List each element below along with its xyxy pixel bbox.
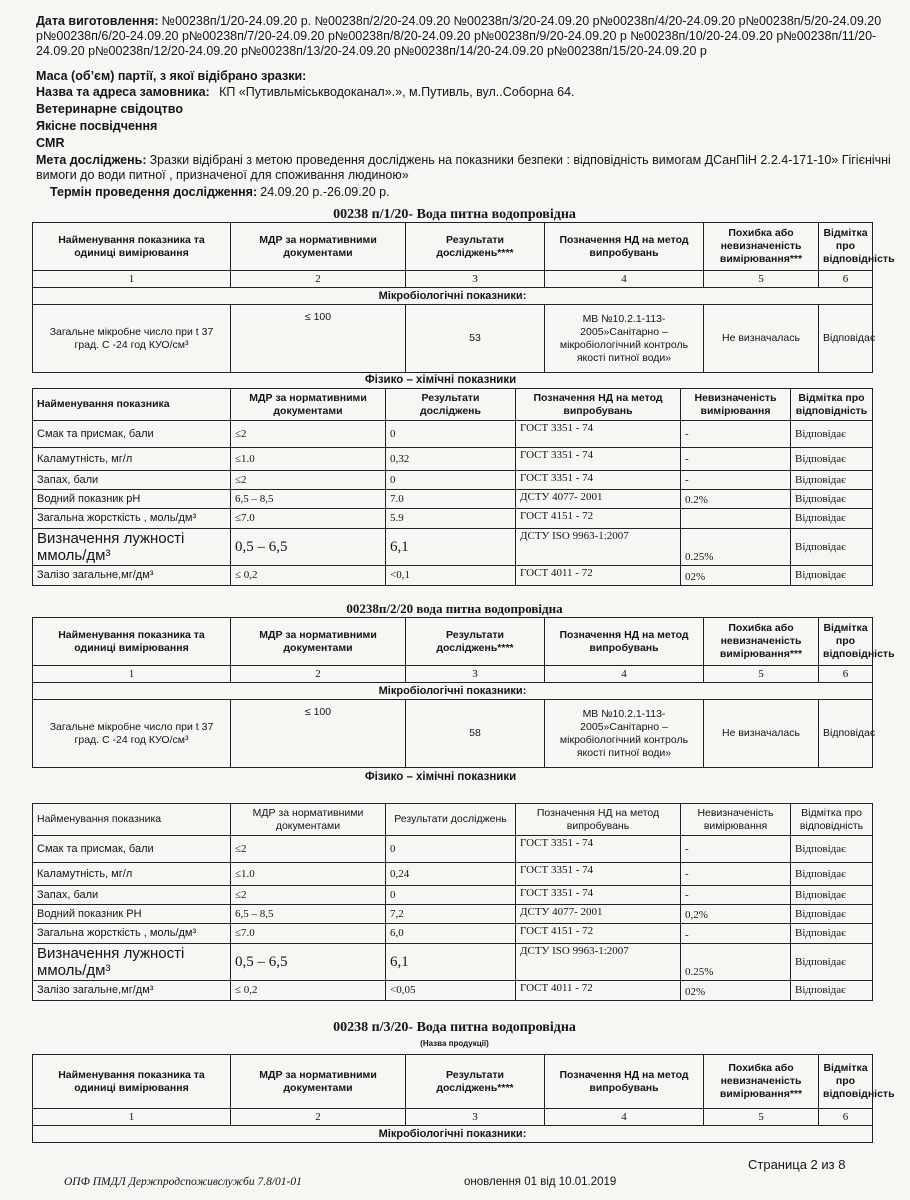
cell-result: 6,0 <box>386 924 516 944</box>
quality-certificate-label: Якісне посвідчення <box>36 119 158 133</box>
cell-result: 6,1 <box>386 944 516 981</box>
col-name: Найменування показника <box>33 389 231 421</box>
cell-name: Визначення лужності ммоль/дм³ <box>33 944 231 981</box>
cell-mdr: ≤7.0 <box>231 509 386 529</box>
table-row <box>33 886 873 905</box>
cell-name: Водний показник pH <box>33 490 231 509</box>
cell-result: <0,1 <box>386 566 516 586</box>
col-num: 2 <box>231 1109 406 1126</box>
cell-uncertainty: - <box>681 924 791 944</box>
cell-name: Загальне мікробне число при t 37 град. С -24 год КУО/см³ <box>33 700 231 768</box>
micro-subheader: Мікробіологічні показники: <box>33 683 873 700</box>
cell-error: Не визначалась <box>704 700 819 768</box>
table-header-row <box>33 804 873 836</box>
table-row <box>33 421 873 448</box>
page-number: Страница 2 из 8 <box>748 1157 846 1172</box>
cell-uncertainty: 0.25% <box>681 529 791 566</box>
micro-table <box>32 1054 895 1143</box>
col-mdr: МДР за нормативними документами <box>231 1055 406 1109</box>
physchem-title: Фізико – хімічні показники <box>364 374 517 386</box>
cell-name: Залізо загальне,мг/дм³ <box>33 566 231 586</box>
col-results: Результати досліджень**** <box>406 1055 545 1109</box>
cell-nd: ГОСТ 3351 - 74 <box>516 836 681 863</box>
cell-nd: ГОСТ 3351 - 74 <box>516 471 681 490</box>
cell-name: Каламутність, мг/л <box>33 448 231 471</box>
cell-uncertainty: 02% <box>681 566 791 586</box>
cell-name: Смак та присмак, бали <box>33 836 231 863</box>
col-num: 2 <box>231 666 406 683</box>
cell-nd: ГОСТ 3351 - 74 <box>516 886 681 905</box>
cell-nd: ГОСТ 4011 - 72 <box>516 981 681 1001</box>
cell-compliance: Відповідає <box>819 305 873 373</box>
col-num: 1 <box>33 666 231 683</box>
cell-nd: ДСТУ ISO 9963-1:2007 <box>516 944 681 981</box>
cell-mdr: ≤2 <box>231 886 386 905</box>
col-uncertainty: Невизначеність вимірювання <box>681 804 791 836</box>
col-mdr: МДР за нормативними документами <box>231 389 386 421</box>
cell-uncertainty: 02% <box>681 981 791 1001</box>
research-term-label: Термін проведення дослідження: <box>50 185 258 199</box>
table-header-row <box>33 389 873 421</box>
purpose-value: Зразки відібрані з метою проведення досліджень на показники безпеки : відповідність вимогам ДСанПіН 2.2.4-171-10» Гігієнічні вимоги до води питної , призначеної для споживання людиною» <box>36 153 891 182</box>
cell-result: 0 <box>386 471 516 490</box>
col-num: 5 <box>704 666 819 683</box>
cell-mdr: ≤ 100 <box>231 305 406 373</box>
cell-mdr: ≤1.0 <box>231 863 386 886</box>
cell-nd: ГОСТ 4151 - 72 <box>516 924 681 944</box>
cell-uncertainty: 0.2% <box>681 490 791 509</box>
cell-uncertainty: 0,2% <box>681 905 791 924</box>
cell-mdr: ≤ 0,2 <box>231 981 386 1001</box>
cell-name: Загальна жорсткість , моль/дм³ <box>33 924 231 944</box>
cell-result: 6,1 <box>386 529 516 566</box>
col-error: Похибка або невизначеність вимірювання*** <box>704 1055 819 1109</box>
col-compliance: Відмітка про відповідність <box>819 1055 873 1109</box>
physchem-table <box>32 803 873 1001</box>
col-mdr: МДР за нормативними документами <box>231 804 386 836</box>
cell-mdr: ≤ 100 <box>231 700 406 768</box>
micro-subheader-row <box>33 288 873 305</box>
cell-nd: МВ №10.2.1-113-2005»Санітарно – мікробіологічний контроль якості питної води» <box>545 700 704 768</box>
cmr-label: CMR <box>36 136 65 150</box>
col-compliance: Відмітка про відповідність <box>819 618 873 666</box>
col-uncertainty: Невизначеність вимірювання <box>681 389 791 421</box>
cell-compliance: Відповідає <box>791 863 873 886</box>
cell-mdr: ≤7.0 <box>231 924 386 944</box>
cell-result: 53 <box>406 305 545 373</box>
col-nd: Позначення НД на метод випробувань <box>545 1055 704 1109</box>
cell-compliance: Відповідає <box>819 700 873 768</box>
cell-uncertainty: - <box>681 471 791 490</box>
cell-compliance: Відповідає <box>791 448 873 471</box>
col-mdr: МДР за нормативними документами <box>231 223 406 271</box>
col-num: 6 <box>819 271 873 288</box>
col-name: Найменування показника <box>33 804 231 836</box>
section-title: 00238 п/1/20- Вода питна водопровідна <box>333 207 576 222</box>
cell-compliance: Відповідає <box>791 471 873 490</box>
col-results: Результати досліджень <box>386 804 516 836</box>
physchem-table <box>32 388 873 586</box>
table-row <box>33 863 873 886</box>
manufacture-date-label: Дата виготовлення: <box>36 14 159 28</box>
micro-subheader: Мікробіологічні показники: <box>33 1126 873 1143</box>
cell-name: Запах, бали <box>33 886 231 905</box>
col-nd: Позначення НД на метод випробувань <box>516 804 681 836</box>
column-numbers-row <box>33 1109 873 1126</box>
col-results: Результати досліджень <box>386 389 516 421</box>
cell-result: <0,05 <box>386 981 516 1001</box>
vet-certificate-label: Ветеринарне свідоцтво <box>36 102 183 116</box>
cell-uncertainty <box>681 509 791 529</box>
cell-name: Смак та присмак, бали <box>33 421 231 448</box>
cell-uncertainty: - <box>681 421 791 448</box>
cell-mdr: ≤ 0,2 <box>231 566 386 586</box>
cell-mdr: ≤2 <box>231 471 386 490</box>
col-num: 2 <box>231 271 406 288</box>
cell-compliance: Відповідає <box>791 421 873 448</box>
col-results: Результати досліджень**** <box>406 223 545 271</box>
product-name-caption: (Назва продукції) <box>420 1039 489 1048</box>
cell-compliance: Відповідає <box>791 490 873 509</box>
cell-compliance: Відповідає <box>791 924 873 944</box>
table-header-row <box>33 1055 873 1109</box>
manufacture-date <box>36 14 896 59</box>
update-note: оновлення 01 від 10.01.2019 <box>464 1176 617 1188</box>
cell-name: Визначення лужності ммоль/дм³ <box>33 529 231 566</box>
manufacture-date-value: №00238п/1/20-24.09.20 р. №00238п/2/20-24.09.20 №00238п/3/20-24.09.20 р№00238п/4/20-24.09.20 р№00238п/5/20-24.09.20 р№00238п/6/20-24.09.20 р№00238п/7/20-24.09.20 р№00238п/8/20-24.09.20 р№00238п/9/20-24.09.20 р №00238п/10/20-24.09.20 р№00238п/11/20-24.09.20 р№00238п/12/20-24.09.20 р№00238п/13/20-24.09.20 р№00238п/14/20-24.09.20 р№00238п/15/20-24.09.20 р <box>36 14 882 58</box>
customer-label: Назва та адреса замовника: <box>36 85 210 99</box>
research-term-value: 24.09.20 р.-26.09.20 р. <box>260 185 390 199</box>
cell-nd: ГОСТ 3351 - 74 <box>516 863 681 886</box>
col-num: 4 <box>545 666 704 683</box>
cell-uncertainty: - <box>681 863 791 886</box>
cell-compliance: Відповідає <box>791 905 873 924</box>
cell-nd: ГОСТ 3351 - 74 <box>516 448 681 471</box>
customer <box>36 85 896 100</box>
cell-name: Водний показник PH <box>33 905 231 924</box>
micro-table <box>32 617 895 768</box>
table-row <box>33 981 873 1001</box>
cell-compliance: Відповідає <box>791 566 873 586</box>
cell-mdr: 6,5 – 8,5 <box>231 905 386 924</box>
column-numbers-row <box>33 271 873 288</box>
cell-result: 58 <box>406 700 545 768</box>
cell-compliance: Відповідає <box>791 981 873 1001</box>
cell-result: 0,32 <box>386 448 516 471</box>
cell-nd: ДСТУ ISO 9963-1:2007 <box>516 529 681 566</box>
cell-mdr: 0,5 – 6,5 <box>231 529 386 566</box>
cell-compliance: Відповідає <box>791 836 873 863</box>
cell-result: 5.9 <box>386 509 516 529</box>
cell-nd: ГОСТ 4151 - 72 <box>516 509 681 529</box>
cell-result: 0,24 <box>386 863 516 886</box>
table-row <box>33 471 873 490</box>
cell-mdr: ≤1.0 <box>231 448 386 471</box>
cell-error: Не визначалась <box>704 305 819 373</box>
cell-nd: МВ №10.2.1-113-2005»Санітарно – мікробіологічний контроль якості питної води» <box>545 305 704 373</box>
section-title: 00238п/2/20 вода питна водопровідна <box>346 601 563 616</box>
cell-mdr: 0,5 – 6,5 <box>231 944 386 981</box>
col-num: 1 <box>33 271 231 288</box>
micro-subheader-row <box>33 683 873 700</box>
cell-compliance: Відповідає <box>791 509 873 529</box>
col-num: 4 <box>545 1109 704 1126</box>
col-num: 4 <box>545 271 704 288</box>
table-row <box>33 700 873 768</box>
cell-nd: ГОСТ 3351 - 74 <box>516 421 681 448</box>
cell-mdr: ≤2 <box>231 421 386 448</box>
col-compliance: Відмітка про відповідність <box>791 804 873 836</box>
cell-result: 0 <box>386 836 516 863</box>
cell-result: 0 <box>386 886 516 905</box>
cell-name: Загальне мікробне число при t 37 град. С -24 год КУО/см³ <box>33 305 231 373</box>
cell-uncertainty: - <box>681 886 791 905</box>
table-row <box>33 529 873 566</box>
cell-nd: ДСТУ 4077- 2001 <box>516 490 681 509</box>
table-row <box>33 448 873 471</box>
col-error: Похибка або невизначеність вимірювання*** <box>704 223 819 271</box>
cell-result: 7,2 <box>386 905 516 924</box>
col-num: 3 <box>406 1109 545 1126</box>
col-nd: Позначення НД на метод випробувань <box>545 223 704 271</box>
col-num: 3 <box>406 666 545 683</box>
batch-mass-label: Маса (об’єм) партії, з якої відібрано зразки: <box>36 69 307 83</box>
cell-nd: ГОСТ 4011 - 72 <box>516 566 681 586</box>
cell-mdr: ≤2 <box>231 836 386 863</box>
micro-table <box>32 222 895 373</box>
col-num: 1 <box>33 1109 231 1126</box>
col-mdr: МДР за нормативними документами <box>231 618 406 666</box>
col-results: Результати досліджень**** <box>406 618 545 666</box>
table-row <box>33 490 873 509</box>
cell-compliance: Відповідає <box>791 529 873 566</box>
col-error: Похибка або невизначеність вимірювання*** <box>704 618 819 666</box>
col-nd: Позначення НД на метод випробувань <box>545 618 704 666</box>
col-name-units: Найменування показника та одиниці вимірювання <box>33 1055 231 1109</box>
col-compliance: Відмітка про відповідність <box>791 389 873 421</box>
table-row <box>33 905 873 924</box>
col-compliance: Відмітка про відповідність <box>819 223 873 271</box>
col-num: 3 <box>406 271 545 288</box>
col-num: 6 <box>819 1109 873 1126</box>
customer-value: КП «Путивльміськводоканал».», м.Путивль, вул..Соборна 64. <box>219 85 575 99</box>
cell-uncertainty: 0.25% <box>681 944 791 981</box>
table-row <box>33 566 873 586</box>
table-row <box>33 944 873 981</box>
purpose-label: Мета досліджень: <box>36 153 147 167</box>
purpose <box>36 153 896 183</box>
col-name-units: Найменування показника та одиниці вимірювання <box>33 223 231 271</box>
cell-uncertainty: - <box>681 836 791 863</box>
form-code: ОПФ ПМДЛ Держпродспоживслужби 7.8/01-01 <box>64 1176 302 1188</box>
cell-compliance: Відповідає <box>791 886 873 905</box>
cell-result: 0 <box>386 421 516 448</box>
col-nd: Позначення НД на метод випробувань <box>516 389 681 421</box>
table-header-row <box>33 223 873 271</box>
section-title: 00238 п/3/20- Вода питна водопровідна <box>333 1020 576 1035</box>
table-row <box>33 509 873 529</box>
cell-name: Запах, бали <box>33 471 231 490</box>
micro-subheader-row <box>33 1126 873 1143</box>
cell-result: 7.0 <box>386 490 516 509</box>
cell-uncertainty: - <box>681 448 791 471</box>
col-name-units: Найменування показника та одиниці вимірювання <box>33 618 231 666</box>
research-term <box>50 185 910 200</box>
physchem-title: Фізико – хімічні показники <box>364 771 517 783</box>
cell-mdr: 6,5 – 8,5 <box>231 490 386 509</box>
table-row <box>33 836 873 863</box>
cell-nd: ДСТУ 4077- 2001 <box>516 905 681 924</box>
table-row <box>33 924 873 944</box>
batch-mass <box>36 69 896 84</box>
col-num: 5 <box>704 1109 819 1126</box>
quality-certificate <box>36 119 896 134</box>
cell-name: Каламутність, мг/л <box>33 863 231 886</box>
column-numbers-row <box>33 666 873 683</box>
micro-subheader: Мікробіологічні показники: <box>33 288 873 305</box>
cell-name: Залізо загальне,мг/дм³ <box>33 981 231 1001</box>
col-num: 6 <box>819 666 873 683</box>
vet-certificate <box>36 102 896 117</box>
cell-compliance: Відповідає <box>791 944 873 981</box>
table-header-row <box>33 618 873 666</box>
table-row <box>33 305 873 373</box>
col-num: 5 <box>704 271 819 288</box>
cmr <box>36 136 896 151</box>
cell-name: Загальна жорсткість , моль/дм³ <box>33 509 231 529</box>
